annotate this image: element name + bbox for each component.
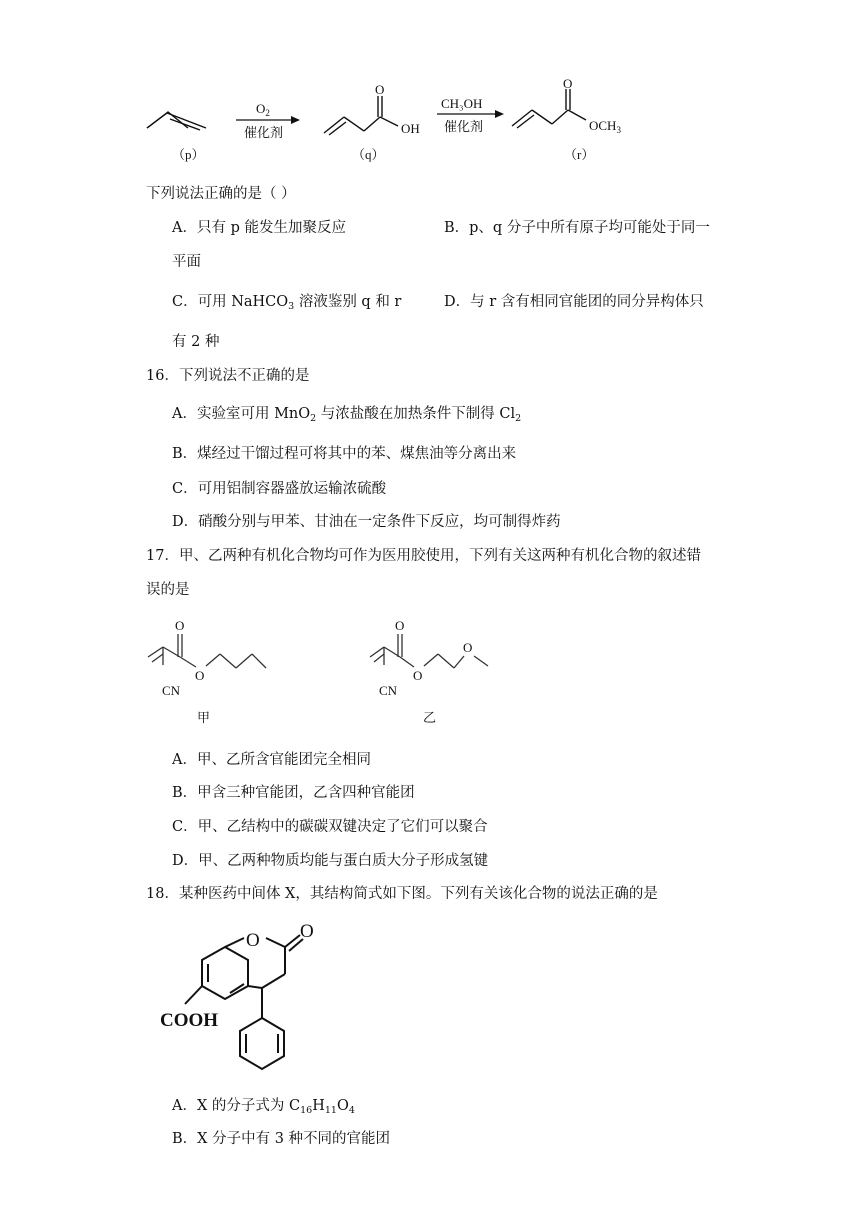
catalyst-label-1: 催化剂 xyxy=(244,125,284,140)
carbonyl-oxygen: O xyxy=(300,921,314,942)
reagent-ch3oh: CH₃OH xyxy=(441,96,483,111)
yi-cn: CN xyxy=(379,683,398,698)
q15-stem: 下列说法正确的是（ ） xyxy=(146,186,296,202)
reagent-o2: $O_2$ xyxy=(256,101,270,118)
q17-option-b: B．甲含三种官能团，乙含四种官能团 xyxy=(172,785,415,801)
q17-option-c: C．甲、乙结构中的碳碳双键决定了它们可以聚合 xyxy=(172,819,488,835)
q16-option-d: D．硝酸分别与甲苯、甘油在一定条件下反应，均可制得炸药 xyxy=(172,514,561,530)
molecule-q xyxy=(324,96,398,135)
jia-cn: CN xyxy=(162,683,181,698)
q15-option-d-cont: 有 2 种 xyxy=(172,334,220,350)
r-carbonyl-o: O xyxy=(563,76,573,91)
q18-option-a: A．X 的分子式为 $C_{16}H_{11}O_4$ xyxy=(172,1098,355,1116)
label-r: （r） xyxy=(564,147,595,162)
q18-structure xyxy=(0,910,860,1090)
label-p: （p） xyxy=(172,147,205,162)
jia-carbonyl-o: O xyxy=(175,618,185,633)
catalyst-label-2: 催化剂 xyxy=(444,119,484,134)
q15-option-b: B．p、q 分子中所有原子均可能处于同一 xyxy=(444,220,710,236)
q15-option-d: D．与 r 含有相同官能团的同分异构体只 xyxy=(444,294,704,310)
q15-option-c: C．可用 NaHCO$_3$ 溶液鉴别 q 和 r xyxy=(172,294,402,312)
q15-option-a: A．只有 p 能发生加聚反应 xyxy=(172,220,346,236)
q17-option-a: A．甲、乙所含官能团完全相同 xyxy=(172,752,371,768)
q18-option-b: B．X 分子中有 3 种不同的官能团 xyxy=(172,1131,391,1147)
label-q: （q） xyxy=(352,147,385,162)
jia-ester-o: O xyxy=(195,668,205,683)
q15-option-b-cont: 平面 xyxy=(172,254,201,270)
yi-carbonyl-o: O xyxy=(395,618,405,633)
q16-option-a: A．实验室可用 MnO$_2$ 与浓盐酸在加热条件下制得 $Cl_2$ xyxy=(172,406,522,424)
q16-option-c: C．可用铝制容器盛放运输浓硫酸 xyxy=(172,481,387,497)
yi-ester-o: O xyxy=(413,668,423,683)
propene-skeleton xyxy=(147,113,206,130)
q17-option-d: D．甲、乙两种物质均能与蛋白质大分子形成氢键 xyxy=(172,853,489,869)
jia-label: 甲 xyxy=(197,710,211,725)
molecule-p xyxy=(147,112,206,128)
cooh-group: COOH xyxy=(160,1010,219,1031)
q16-option-b: B．煤经过干馏过程可将其中的苯、煤焦油等分离出来 xyxy=(172,446,517,462)
q-carbonyl-o: O xyxy=(375,82,385,97)
yi-label: 乙 xyxy=(423,710,437,725)
q-oh: OH xyxy=(401,121,420,136)
q17-structures xyxy=(0,610,860,730)
q16-stem: 16．下列说法不正确的是 xyxy=(146,368,310,384)
structure-jia xyxy=(148,634,266,668)
q18-stem: 18．某种医药中间体 X，其结构简式如下图。下列有关该化合物的说法正确的是 xyxy=(146,886,658,902)
yi-ether-o: O xyxy=(463,640,473,655)
ring-oxygen: O xyxy=(246,930,260,951)
q17-stem-line1: 17．甲、乙两种有机化合物均可作为医用胶使用，下列有关这两种有机化合物的叙述错 xyxy=(146,548,701,564)
molecule-r xyxy=(512,89,586,128)
reaction-scheme xyxy=(0,0,860,170)
q17-stem-line2: 误的是 xyxy=(146,582,190,598)
r-och3: $OCH_3$ xyxy=(589,118,621,135)
